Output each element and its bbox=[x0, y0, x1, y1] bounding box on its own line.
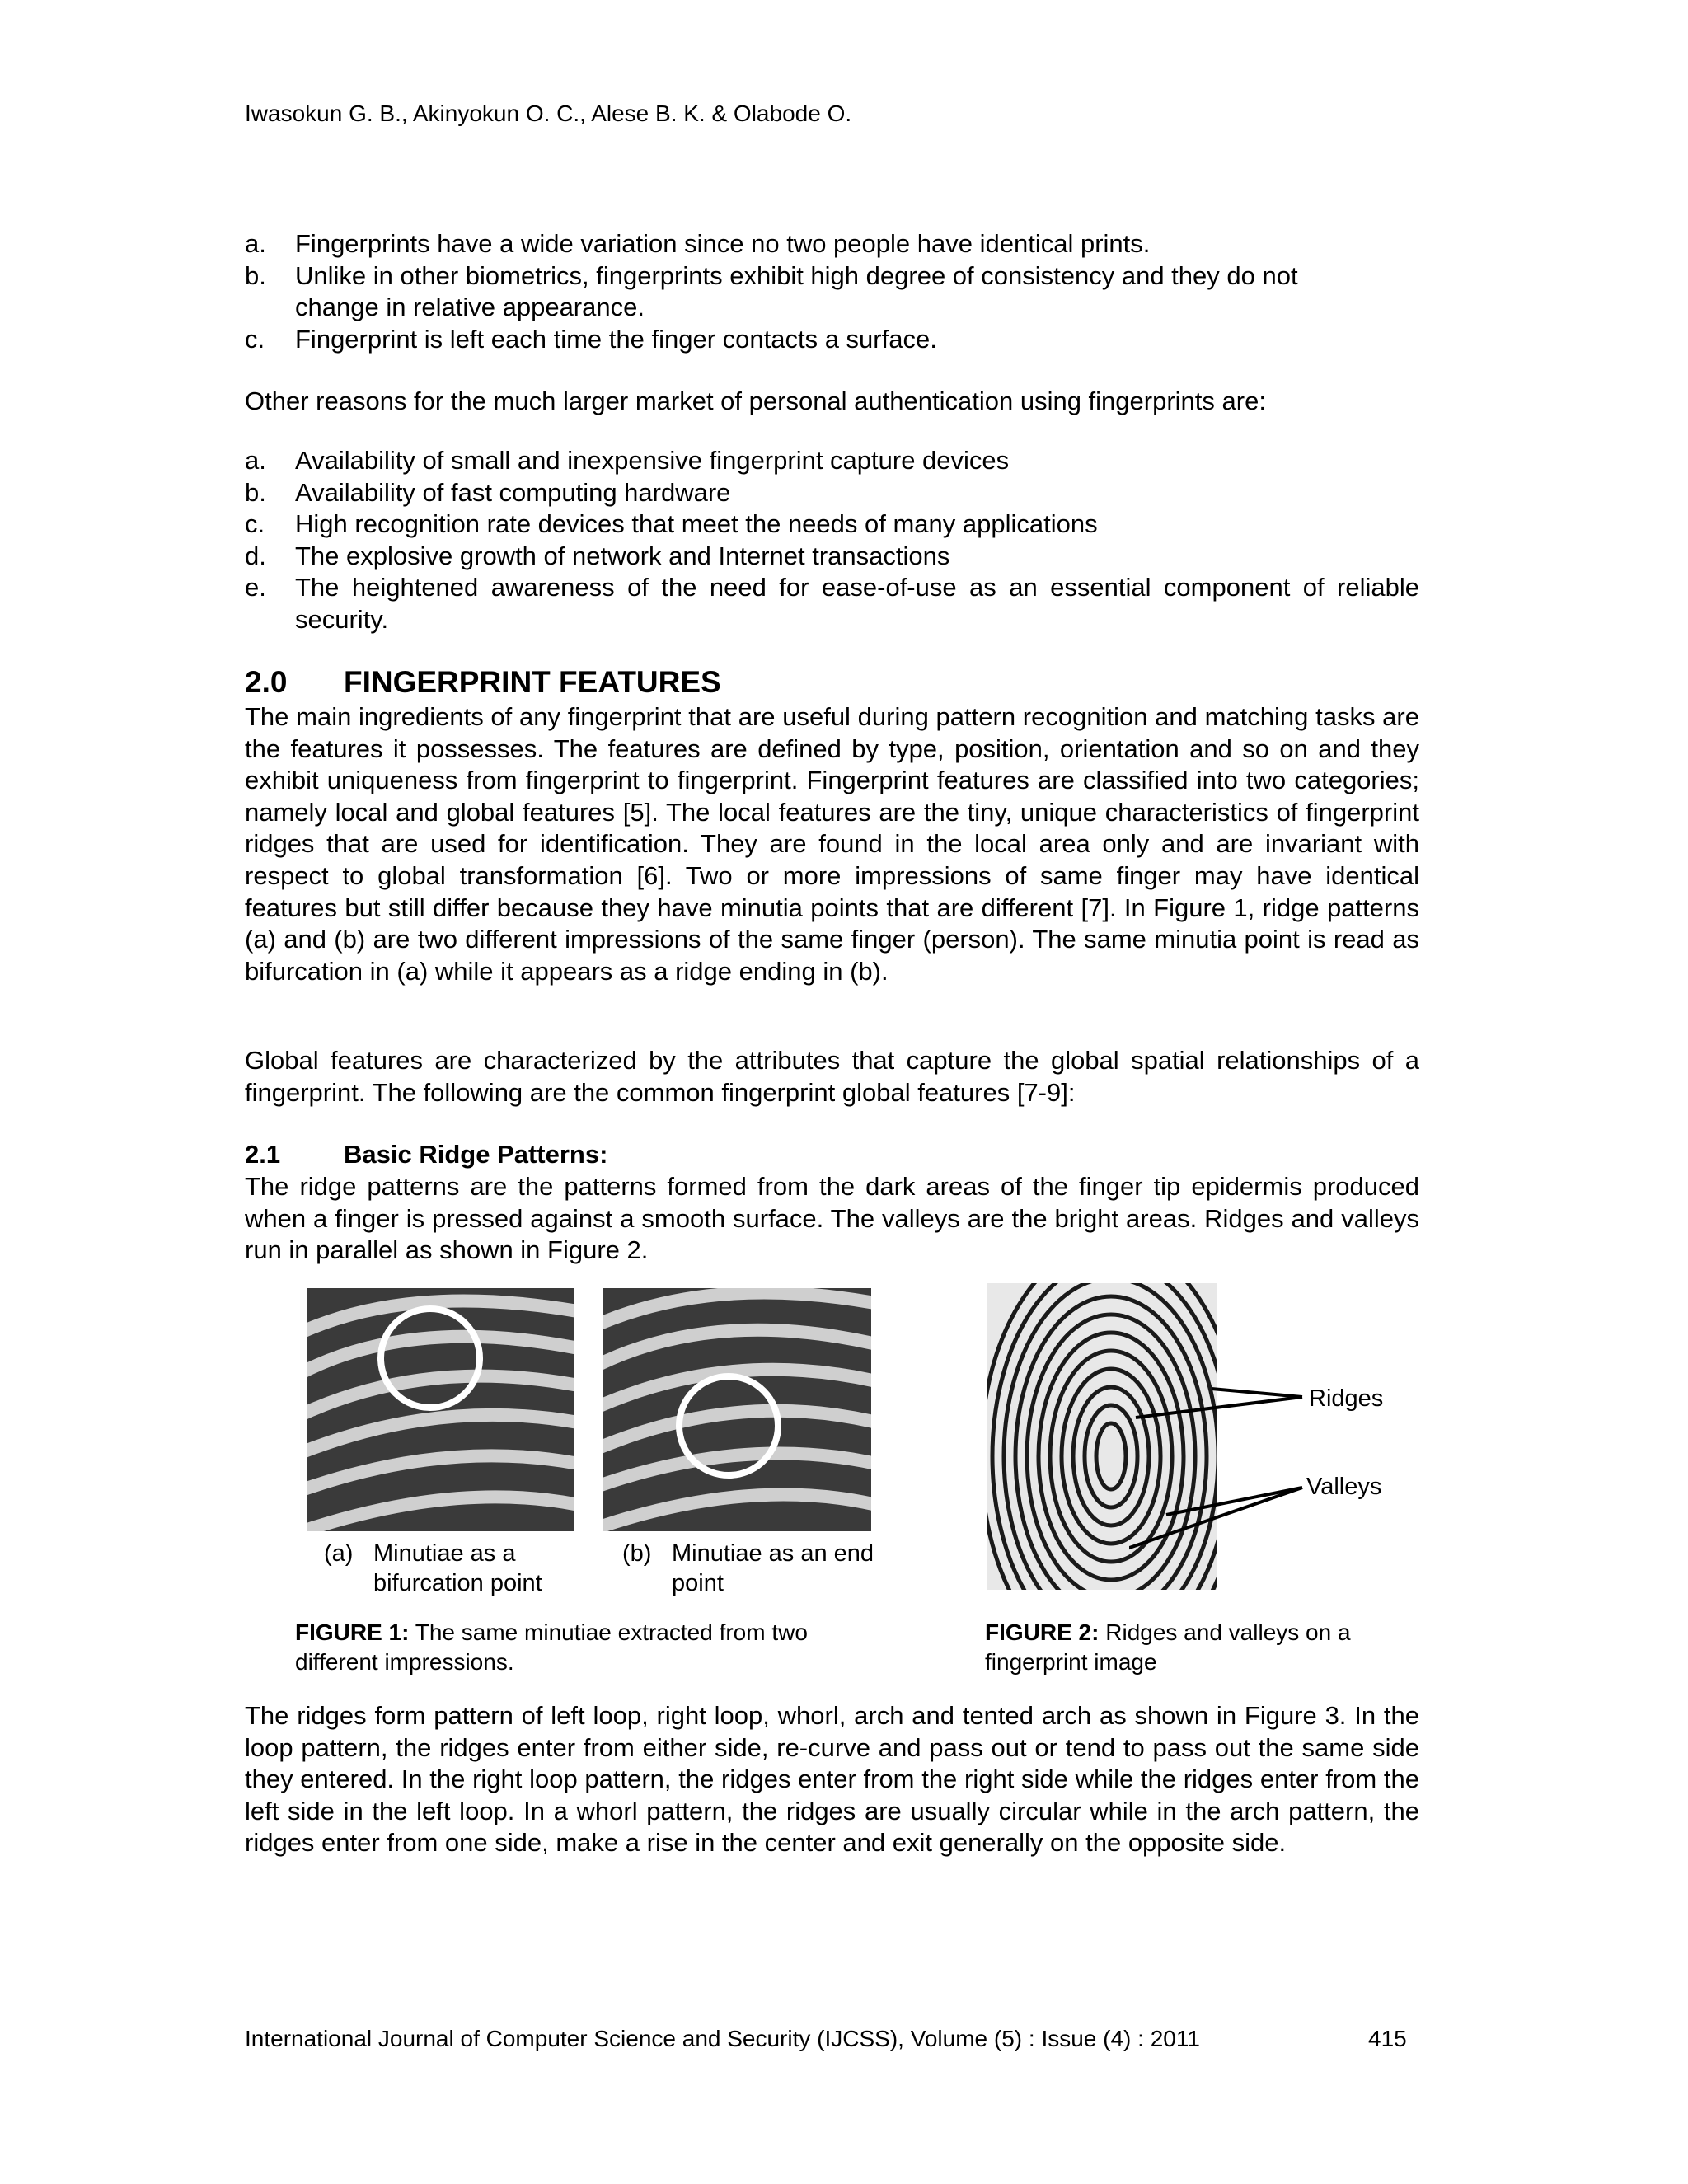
list-item: b. Unlike in other biometrics, fingerprints exhibit high degree of consistency and they do not change in relative appearance. bbox=[245, 260, 1298, 322]
paragraph-ridge-patterns: The ridge patterns are the patterns formed from the dark areas of the finger tip epidermis produced when a finger is pressed against a smooth surface. The valleys are the bright areas. Ridges and valleys run in parallel as shown in Figure 2. bbox=[245, 1172, 1419, 1265]
reasons-list-1 bbox=[245, 228, 1419, 355]
annotation-valleys: Valleys bbox=[1306, 1474, 1382, 1500]
list-item: c. Fingerprint is left each time the finger contacts a surface. bbox=[245, 324, 937, 354]
list-item: e. The heightened awareness of the need for ease-of-use as an essential component of reliable security. bbox=[245, 573, 1419, 634]
reasons-list-2 bbox=[245, 445, 1419, 636]
paragraph-pattern-types: The ridges form pattern of left loop, right loop, whorl, arch and tented arch as shown in Figure 3. In the loop pattern, the ridges enter from either side, re-curve and pass out or tend to pass out the same side they entered. In the right loop pattern, the ridges enter from the right side while the ridges enter from the left side in the left loop. In a whorl pattern, the ridges are usually circular while in the arch pattern, the ridges enter from one side, make a rise in the center and exit generally on the opposite side. bbox=[245, 1701, 1419, 1858]
paragraph-global-features: Global features are characterized by the attributes that capture the global spatial relationships of a fingerprint. The following are the common fingerprint global features [7-9]: bbox=[245, 1046, 1419, 1107]
paragraph-local-features: The main ingredients of any fingerprint that are useful during pattern recognition and matching tasks are the features it possesses. The features are defined by type, position, orientation and so on and they exhibit uniqueness from fingerprint to fingerprint. Fingerprint features are classified into two categories; namely local and global features [5]. The local features are the tiny, unique characteristics of fingerprint ridges that are used for identification. They are found in the local area only and are invariant with respect to global transformation [6]. Two or more impressions of same finger may have identical features but still differ because they have minutia points that are different [7]. In Figure 1, ridge patterns (a) and (b) are two different impressions of the same finger (person). The same minutia point is read as bifurcation in (a) while it appears as a ridge ending in (b). bbox=[245, 702, 1419, 986]
fingerprint-closeup-a bbox=[307, 1288, 574, 1531]
list-item: d. The explosive growth of network and Internet transactions bbox=[245, 541, 950, 570]
figure-2-caption: FIGURE 2: Ridges and valleys on a fingerprint image bbox=[985, 1619, 1351, 1675]
figure-2-annotation-lines bbox=[1129, 1368, 1311, 1566]
figure-1a-subcaption: (a) Minutiae as a bifurcation point bbox=[324, 1540, 542, 1596]
figure-1-caption: FIGURE 1: The same minutiae extracted from two different impressions. bbox=[295, 1619, 808, 1675]
subsection-heading: 2.1 Basic Ridge Patterns: bbox=[245, 1140, 608, 1169]
annotation-ridges: Ridges bbox=[1309, 1385, 1384, 1412]
list-item: a. Availability of small and inexpensive fingerprint capture devices bbox=[245, 446, 1010, 475]
list-item: a. Fingerprints have a wide variation since no two people have identical prints. bbox=[245, 229, 1151, 258]
page-number: 415 bbox=[1368, 2026, 1407, 2051]
footer-journal: International Journal of Computer Science and Security (IJCSS), Volume (5) : Issue (4) : 2011 bbox=[245, 2026, 1200, 2051]
list-item: b. Availability of fast computing hardware bbox=[245, 477, 731, 507]
figure-1b-subcaption: (b) Minutiae as an end point bbox=[622, 1540, 874, 1596]
section-heading: 2.0 FINGERPRINT FEATURES bbox=[245, 665, 721, 699]
figure-1a-image bbox=[307, 1288, 574, 1531]
fingerprint-closeup-b bbox=[603, 1288, 871, 1531]
list-item: c. High recognition rate devices that meet the needs of many applications bbox=[245, 509, 1098, 539]
figure-1b-image bbox=[603, 1288, 871, 1531]
paragraph-reasons: Other reasons for the much larger market of personal authentication using fingerprints are: bbox=[245, 387, 1266, 415]
running-header: Iwasokun G. B., Akinyokun O. C., Alese B. K. & Olabode O. bbox=[245, 101, 852, 126]
